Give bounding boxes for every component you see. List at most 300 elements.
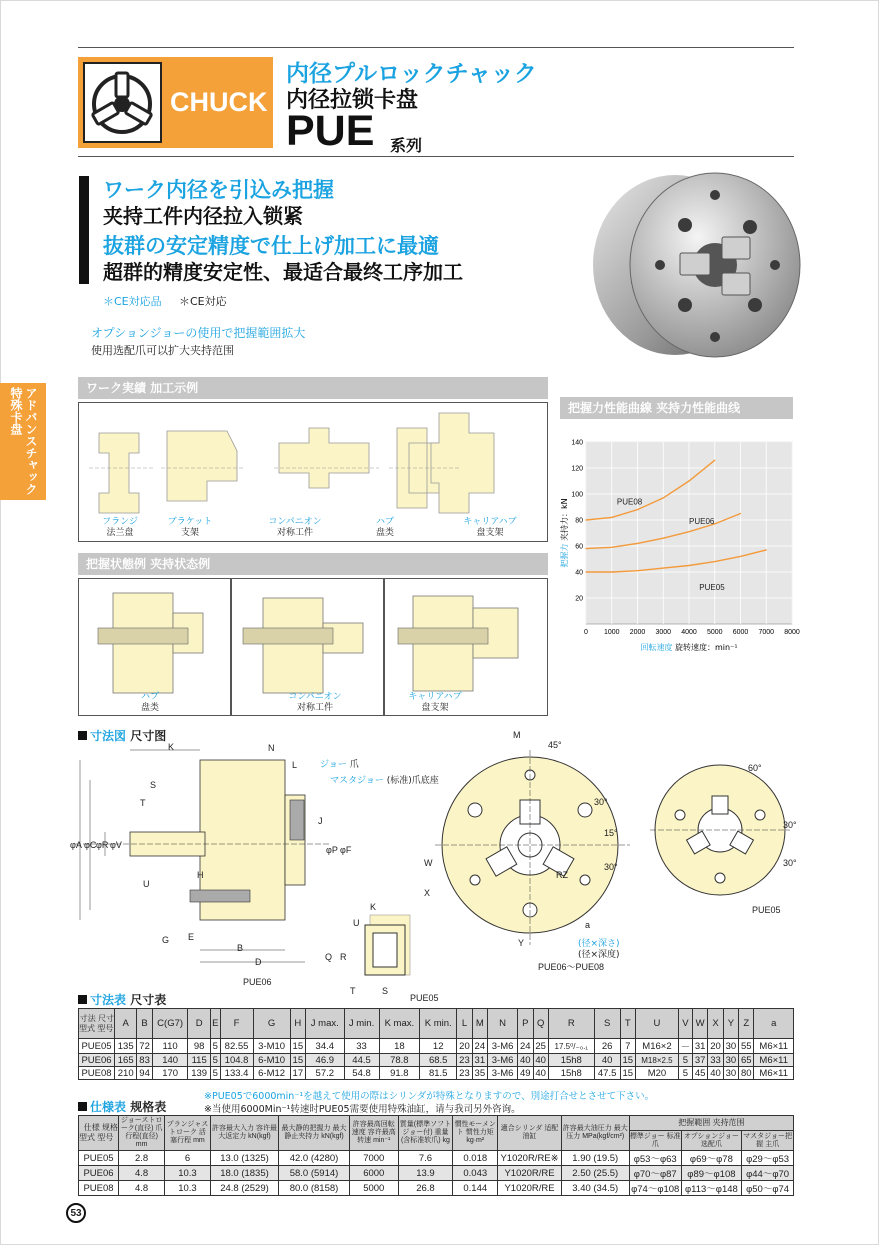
dim-letter-a-hole: a [585, 920, 591, 930]
spec-value-cell: 10.3 [165, 1181, 210, 1196]
dim-col-header: R [548, 1009, 594, 1039]
dim-col-header: W [692, 1009, 707, 1039]
dim-value-cell: 17.5⁰/₋₀.₁ [548, 1039, 594, 1054]
spec-table-row [79, 1181, 794, 1196]
y-tick-label: 80 [575, 517, 583, 525]
dim-value-cell: 3-M6 [488, 1054, 518, 1067]
data-point [688, 531, 689, 532]
dim-letter-u: U [143, 879, 150, 889]
dim-value-cell: 25 [533, 1039, 548, 1054]
data-point [688, 480, 689, 481]
spec-value-cell: Y1020R/RE [498, 1166, 561, 1181]
dim-letter-s2: S [382, 986, 389, 996]
dim-table-corner: 寸法 尺寸 型式 型号 [79, 1009, 115, 1039]
spec-table-row [79, 1166, 794, 1181]
data-point [611, 547, 612, 548]
spec-table [78, 1115, 794, 1196]
dim-value-cell: 82.55 [220, 1039, 253, 1054]
dim-letter-e: E [188, 932, 195, 942]
dim-value-cell: 40 [594, 1054, 620, 1067]
dim-value-cell: 15h8 [548, 1054, 594, 1067]
spec-value-cell: 7000 [349, 1151, 398, 1166]
dim-value-cell: 115 [188, 1054, 210, 1067]
dim-col-header: J max. [306, 1009, 345, 1039]
clamp-examples-title: 把握状態例 夹持状态例 [78, 553, 548, 575]
dim-col-header: P [518, 1009, 533, 1039]
dim-value-cell: 33 [344, 1039, 379, 1054]
dim-value-cell: 24 [518, 1039, 533, 1054]
angle-30b: 30° [604, 862, 618, 872]
master-jaw-label: マスタジョー (标准)爪底座 [330, 776, 439, 786]
dim-value-cell: 91.8 [379, 1067, 420, 1080]
y-tick-label: 100 [571, 491, 583, 499]
dim-letter-k2: K [370, 902, 377, 912]
dim-value-cell: 18 [379, 1039, 420, 1054]
data-point [663, 497, 664, 498]
dim-table-row [79, 1039, 794, 1054]
dim-value-cell: 104.8 [220, 1054, 253, 1067]
dim-letter-p: φP [326, 845, 338, 855]
dim-value-cell: 78.8 [379, 1054, 420, 1067]
dim-letter-d: D [255, 957, 262, 967]
dim-value-cell: 24 [472, 1039, 487, 1054]
spec-col-header: プランジャストローク 活塞行程 mm [165, 1116, 210, 1151]
dim-value-cell: 34.4 [306, 1039, 345, 1054]
dim-col-header: H [290, 1009, 305, 1039]
t-slot-detail [335, 905, 420, 990]
dim-col-header: F [220, 1009, 253, 1039]
dim-value-cell: M20 [635, 1067, 678, 1080]
dim-col-header: K min. [420, 1009, 457, 1039]
dim-value-cell: 20 [457, 1039, 472, 1054]
dim-col-header: Z [739, 1009, 754, 1039]
dim-value-cell: 40 [708, 1067, 723, 1080]
dim-table-title: 寸法表 尺寸表 [78, 991, 166, 1008]
dim-value-cell: 40 [533, 1054, 548, 1067]
dim-model-cell: PUE05 [79, 1039, 115, 1054]
dim-col-header: K max. [379, 1009, 420, 1039]
clamp-caption-1: ハブ 盘类 [140, 692, 159, 713]
hole-note-jp: (径×深さ) [578, 939, 620, 949]
x-tick-label: 3000 [655, 629, 672, 636]
dim-value-cell: M6×11 [754, 1054, 794, 1067]
hole-note-cn: (径×深度) [578, 950, 620, 960]
data-point [637, 543, 638, 544]
dim-value-cell: 15 [620, 1054, 635, 1067]
spec-value-cell: 13.0 (1325) [210, 1151, 279, 1166]
spec-range-subheader: オプションジョー 选配爪 [681, 1131, 742, 1151]
dim-value-cell: 165 [115, 1054, 137, 1067]
dim-value-cell: 26 [594, 1039, 620, 1054]
caption-pue05-side: PUE05 [410, 993, 439, 1003]
spec-value-cell: φ69～φ78 [681, 1151, 742, 1166]
x-tick-label: 0 [584, 629, 588, 636]
dim-value-cell: 210 [115, 1067, 137, 1080]
series-label: PUE08 [616, 497, 643, 507]
side-tab: アドバンスチャック 特殊卡盘 [0, 383, 46, 500]
dim-letter-g: G [162, 935, 170, 945]
note-jp: ※PUE05で6000min⁻¹を越えて使用の際はシリンダが特殊となりますので、別途打合せとさせて下さい。 [204, 1091, 655, 1102]
dim-col-header: A [115, 1009, 137, 1039]
dim-letter-r2: R [340, 952, 347, 962]
dim-value-cell: 98 [188, 1039, 210, 1054]
dim-value-cell: 30 [723, 1054, 738, 1067]
chuck-logo [78, 57, 273, 148]
work-caption-1: フランジ 法兰盘 [102, 517, 138, 538]
dim-value-cell: 47.5 [594, 1067, 620, 1080]
dim-value-cell: 37 [692, 1054, 707, 1067]
headline-1-cn: 夹持工件内径拉入锁紧 [103, 204, 303, 228]
dim-col-header: a [754, 1009, 794, 1039]
option-jp: オプションジョーの使用で把握範囲拡大 [91, 326, 306, 340]
spec-value-cell: 2.8 [119, 1151, 165, 1166]
dim-value-cell: 3-M6 [488, 1039, 518, 1054]
title-jp: 内径プルロックチャック [286, 61, 537, 87]
dim-letter-a: φA [70, 840, 82, 850]
angle-45: 45° [548, 740, 562, 750]
dim-value-cell: 140 [152, 1054, 188, 1067]
dim-value-cell: 54.8 [344, 1067, 379, 1080]
dim-value-cell: 139 [188, 1067, 210, 1080]
spec-model-cell: PUE08 [79, 1181, 119, 1196]
dim-value-cell: 15 [290, 1039, 305, 1054]
spec-value-cell: 6 [165, 1151, 210, 1166]
dim-letter-r: φR [96, 840, 109, 850]
dim-value-cell: 40 [533, 1067, 548, 1080]
spec-range-header: 把握範囲 夹持范围 [629, 1116, 793, 1131]
dim-model-cell: PUE08 [79, 1067, 115, 1080]
dim-value-cell: 40 [518, 1054, 533, 1067]
series-label: PUE06 [689, 516, 715, 526]
dim-value-cell: 46.9 [306, 1054, 345, 1067]
spec-model-cell: PUE06 [79, 1166, 119, 1181]
ce-jp: ＊CE対応品 [103, 295, 162, 308]
spec-value-cell: 0.018 [453, 1151, 498, 1166]
spec-value-cell: φ113～φ148 [681, 1181, 742, 1196]
dim-table-row [79, 1067, 794, 1080]
top-rule [78, 47, 794, 48]
data-point [637, 509, 638, 510]
spec-value-cell: φ29～φ53 [742, 1151, 794, 1166]
jaw-label: ジョー 爪 [320, 760, 359, 770]
dim-letter-n: N [268, 743, 275, 753]
dim-col-header: E [210, 1009, 220, 1039]
spec-value-cell: 4.8 [119, 1166, 165, 1181]
spec-value-cell: φ44～φ70 [742, 1166, 794, 1181]
dim-value-cell: 65 [739, 1054, 754, 1067]
spec-value-cell: φ89～φ108 [681, 1166, 742, 1181]
dim-col-header: L [457, 1009, 472, 1039]
dim-value-cell: 110 [152, 1039, 188, 1054]
spec-col-header: 質量(標準ソフトジョー付) 重量(含标准软爪) kg [398, 1116, 452, 1151]
dim-value-cell: 68.5 [420, 1054, 457, 1067]
angle-30c: 30° [783, 820, 797, 830]
dim-value-cell: 15 [620, 1067, 635, 1080]
dim-letter-s: S [150, 780, 157, 790]
dim-value-cell: 80 [739, 1067, 754, 1080]
dim-col-header: B [137, 1009, 152, 1039]
dim-letter-f: φF [340, 845, 352, 855]
dim-value-cell: 5 [678, 1054, 692, 1067]
spec-value-cell: 2.50 (25.5) [561, 1166, 629, 1181]
work-caption-5: キャリアハブ 盘支架 [463, 517, 517, 538]
dim-value-cell: 30 [723, 1067, 738, 1080]
dim-col-header: V [678, 1009, 692, 1039]
spec-value-cell: Y1020R/RE [498, 1181, 561, 1196]
spec-value-cell: 7.6 [398, 1151, 452, 1166]
dim-value-cell: 45 [692, 1067, 707, 1080]
dim-value-cell: M16×2 [635, 1039, 678, 1054]
dim-value-cell: 57.2 [306, 1067, 345, 1080]
dim-letter-b: B [237, 943, 244, 953]
data-point [714, 460, 715, 461]
dim-col-header: C(G7) [152, 1009, 188, 1039]
grip-force-chart [555, 430, 800, 655]
dim-value-cell: 133.4 [220, 1067, 253, 1080]
spec-col-header: ジョーストローク(直径) 爪行程(直径) mm [119, 1116, 165, 1151]
dim-value-cell: 12 [420, 1039, 457, 1054]
headline-2-jp: 抜群の安定精度で仕上げ加工に最適 [103, 234, 439, 258]
dim-value-cell: 7 [620, 1039, 635, 1054]
title-cn: 内径拉锁卡盘 [286, 88, 419, 113]
work-caption-4: ハブ 盘类 [375, 517, 394, 538]
dim-letter-v: φV [110, 840, 122, 850]
spec-value-cell: 18.0 (1835) [210, 1166, 279, 1181]
dim-value-cell: M6×11 [754, 1039, 794, 1054]
spec-value-cell: φ74～φ108 [629, 1181, 681, 1196]
chart-title: 把握力性能曲線 夹持力性能曲线 [560, 397, 793, 419]
dim-value-cell: 17 [290, 1067, 305, 1080]
x-tick-label: 1000 [603, 629, 620, 636]
data-point [688, 565, 689, 566]
spec-value-cell: φ70～φ87 [629, 1166, 681, 1181]
dim-value-cell: M18×2.5 [635, 1054, 678, 1067]
dim-value-cell: － [678, 1039, 692, 1054]
dim-value-cell: 170 [152, 1067, 188, 1080]
spec-model-cell: PUE05 [79, 1151, 119, 1166]
dim-value-cell: 5 [210, 1039, 220, 1054]
series-label: 系列 [390, 136, 423, 155]
dim-value-cell: 35 [472, 1067, 487, 1080]
x-tick-label: 4000 [681, 629, 697, 636]
dim-value-cell: 55 [739, 1039, 754, 1054]
dim-value-cell: 94 [137, 1067, 152, 1080]
spec-value-cell: 26.8 [398, 1181, 452, 1196]
spec-value-cell: 1.90 (19.5) [561, 1151, 629, 1166]
dim-value-cell: 44.5 [344, 1054, 379, 1067]
dim-col-header: U [635, 1009, 678, 1039]
spec-value-cell: 10.3 [165, 1166, 210, 1181]
spec-table-row [79, 1151, 794, 1166]
option-cn: 使用选配爪可以扩大夹持范围 [91, 344, 234, 357]
dim-value-cell: 33 [708, 1054, 723, 1067]
angle-15: 15° [604, 828, 618, 838]
product-photo [590, 165, 805, 365]
dim-value-cell: 31 [472, 1054, 487, 1067]
spec-col-header: 許容最高回転速度 容许最高转速 min⁻¹ [349, 1116, 398, 1151]
work-caption-2: ブラケット 支架 [167, 517, 213, 538]
dim-col-header: M [472, 1009, 487, 1039]
dim-value-cell: 3-M10 [253, 1039, 290, 1054]
data-point [585, 519, 586, 520]
spec-value-cell: 5000 [349, 1181, 398, 1196]
dim-letter-t2: T [350, 986, 356, 996]
spec-value-cell: 42.0 (4280) [279, 1151, 349, 1166]
dim-value-cell: 31 [692, 1039, 707, 1054]
data-point [611, 517, 612, 518]
dim-letter-rz: RZ [556, 870, 568, 880]
x-tick-label: 6000 [732, 629, 749, 636]
spec-value-cell: φ50～φ74 [742, 1181, 794, 1196]
drawing-title: 寸法図 尺寸图 [78, 727, 166, 744]
y-axis-label: 把握力 夹持力：kN [560, 498, 569, 568]
work-examples-title: ワーク実績 加工示例 [78, 377, 548, 399]
data-point [663, 538, 664, 539]
front-view-pue06-08 [435, 730, 635, 960]
spec-value-cell: 80.0 (8158) [279, 1181, 349, 1196]
dim-letter-j: J [318, 816, 323, 826]
x-tick-label: 5000 [706, 629, 723, 636]
dim-model-cell: PUE06 [79, 1054, 115, 1067]
data-point [740, 556, 741, 557]
dim-value-cell: 135 [115, 1039, 137, 1054]
dim-col-header: G [253, 1009, 290, 1039]
spec-value-cell: 3.40 (34.5) [561, 1181, 629, 1196]
x-axis-label: 回転速度 旋转速度：min⁻¹ [640, 643, 738, 652]
dim-value-cell: 30 [723, 1039, 738, 1054]
headline-bar [79, 176, 89, 284]
data-point [637, 570, 638, 571]
clamp-caption-3: キャリアハブ 盘支架 [408, 692, 462, 713]
dim-value-cell: 83 [137, 1054, 152, 1067]
data-point [585, 548, 586, 549]
dim-letter-c: φC [84, 840, 97, 850]
data-point [740, 513, 741, 514]
dim-value-cell: 15 [290, 1054, 305, 1067]
y-tick-label: 20 [575, 595, 583, 603]
dim-letter-x: X [424, 888, 431, 898]
dim-value-cell: 15h8 [548, 1067, 594, 1080]
dim-col-header: T [620, 1009, 635, 1039]
dim-value-cell: 6-M12 [253, 1067, 290, 1080]
header-rule [78, 156, 794, 157]
dim-value-cell: 6-M10 [253, 1054, 290, 1067]
y-tick-label: 120 [571, 465, 583, 473]
data-point [611, 571, 612, 572]
data-point [663, 568, 664, 569]
spec-col-header: 最大静的把握力 最大静止夹持力 kN(kgf) [279, 1116, 349, 1151]
spec-col-header: 許容最大油圧力 最大压力 MPa(kgf/cm²) [561, 1116, 629, 1151]
headline-2-cn: 超群的精度安定性、最适合最终工序加工 [103, 260, 463, 284]
data-point [714, 561, 715, 562]
note-cn: ※当使用6000Min⁻¹转速时PUE05需要使用特殊油缸，请与我司另外咨询。 [204, 1104, 521, 1115]
dim-value-cell: 72 [137, 1039, 152, 1054]
angle-60: 60° [748, 763, 762, 773]
series-label: PUE05 [699, 583, 725, 593]
spec-col-header: 適合シリンダ 适配油缸 [498, 1116, 561, 1151]
page-number: 53 [66, 1203, 86, 1223]
spec-table-corner: 仕様 规格 型式 型号 [79, 1116, 119, 1151]
logo-text: CHUCK [170, 87, 268, 117]
dim-letter-m: M [513, 730, 521, 740]
y-tick-label: 60 [575, 543, 583, 551]
spec-col-header: 慣性モーメント 惯性力矩 kg·m² [453, 1116, 498, 1151]
dim-value-cell: 20 [708, 1039, 723, 1054]
caption-pue05-front: PUE05 [752, 905, 781, 915]
dim-letter-w: W [424, 858, 433, 868]
angle-30d: 30° [783, 858, 797, 868]
spec-range-subheader: マスタジョー把握 主爪 [742, 1131, 794, 1151]
caption-front: PUE06～PUE08 [538, 962, 605, 972]
dim-letter-k: K [168, 742, 175, 752]
dim-letter-h: H [197, 870, 204, 880]
data-point [766, 549, 767, 550]
ce-cn: ＊CE対応 [179, 295, 227, 308]
dim-letter-y: Y [518, 938, 525, 948]
dim-letter-t: T [140, 798, 146, 808]
spec-col-header: 許容最大入力 容许最大返定力 kN(kgf) [210, 1116, 279, 1151]
spec-value-cell: 6000 [349, 1166, 398, 1181]
spec-value-cell: 24.8 (2529) [210, 1181, 279, 1196]
x-tick-label: 7000 [758, 629, 775, 636]
dim-col-header: D [188, 1009, 210, 1039]
dim-value-cell: M6×11 [754, 1067, 794, 1080]
dim-value-cell: 23 [457, 1054, 472, 1067]
dim-col-header: S [594, 1009, 620, 1039]
dim-value-cell: 49 [518, 1067, 533, 1080]
dim-value-cell: 3-M6 [488, 1067, 518, 1080]
dim-letter-q: Q [325, 952, 333, 962]
work-caption-3: コンパニオン 对称工件 [268, 517, 322, 538]
dim-table-row [79, 1054, 794, 1067]
chuck-icon [83, 62, 162, 143]
x-tick-label: 2000 [629, 629, 646, 636]
y-tick-label: 40 [575, 569, 583, 577]
angle-30a: 30° [594, 797, 608, 807]
front-view-pue05 [645, 760, 805, 910]
data-point [585, 571, 586, 572]
y-tick-label: 140 [571, 439, 583, 447]
headline-1-jp: ワーク内径を引込み把握 [103, 178, 334, 202]
dim-letter-u2: U [353, 918, 360, 928]
spec-value-cell: 0.144 [453, 1181, 498, 1196]
dim-value-cell: 5 [210, 1067, 220, 1080]
caption-pue06: PUE06 [243, 977, 272, 987]
spec-value-cell: 0.043 [453, 1166, 498, 1181]
clamp-caption-2: コンパニオン 对称工件 [288, 692, 342, 713]
spec-table-title: 仕様表 规格表 [78, 1098, 166, 1115]
spec-value-cell: 4.8 [119, 1181, 165, 1196]
spec-value-cell: 58.0 (5914) [279, 1166, 349, 1181]
spec-value-cell: 13.9 [398, 1166, 452, 1181]
dim-col-header: X [708, 1009, 723, 1039]
dimension-table [78, 1008, 794, 1080]
x-tick-label: 8000 [784, 629, 800, 636]
dim-col-header: N [488, 1009, 518, 1039]
model-name: PUE [286, 107, 375, 155]
dim-value-cell: 5 [678, 1067, 692, 1080]
dim-value-cell: 5 [210, 1054, 220, 1067]
dim-col-header: Y [723, 1009, 738, 1039]
spec-value-cell: Y1020R/RE※ [498, 1151, 561, 1166]
spec-range-subheader: 標準ジョー 标准爪 [629, 1131, 681, 1151]
spec-value-cell: φ53～φ63 [629, 1151, 681, 1166]
dim-col-header: J min. [344, 1009, 379, 1039]
dim-letter-l: L [292, 760, 298, 770]
dim-value-cell: 81.5 [420, 1067, 457, 1080]
dim-col-header: Q [533, 1009, 548, 1039]
dim-value-cell: 23 [457, 1067, 472, 1080]
